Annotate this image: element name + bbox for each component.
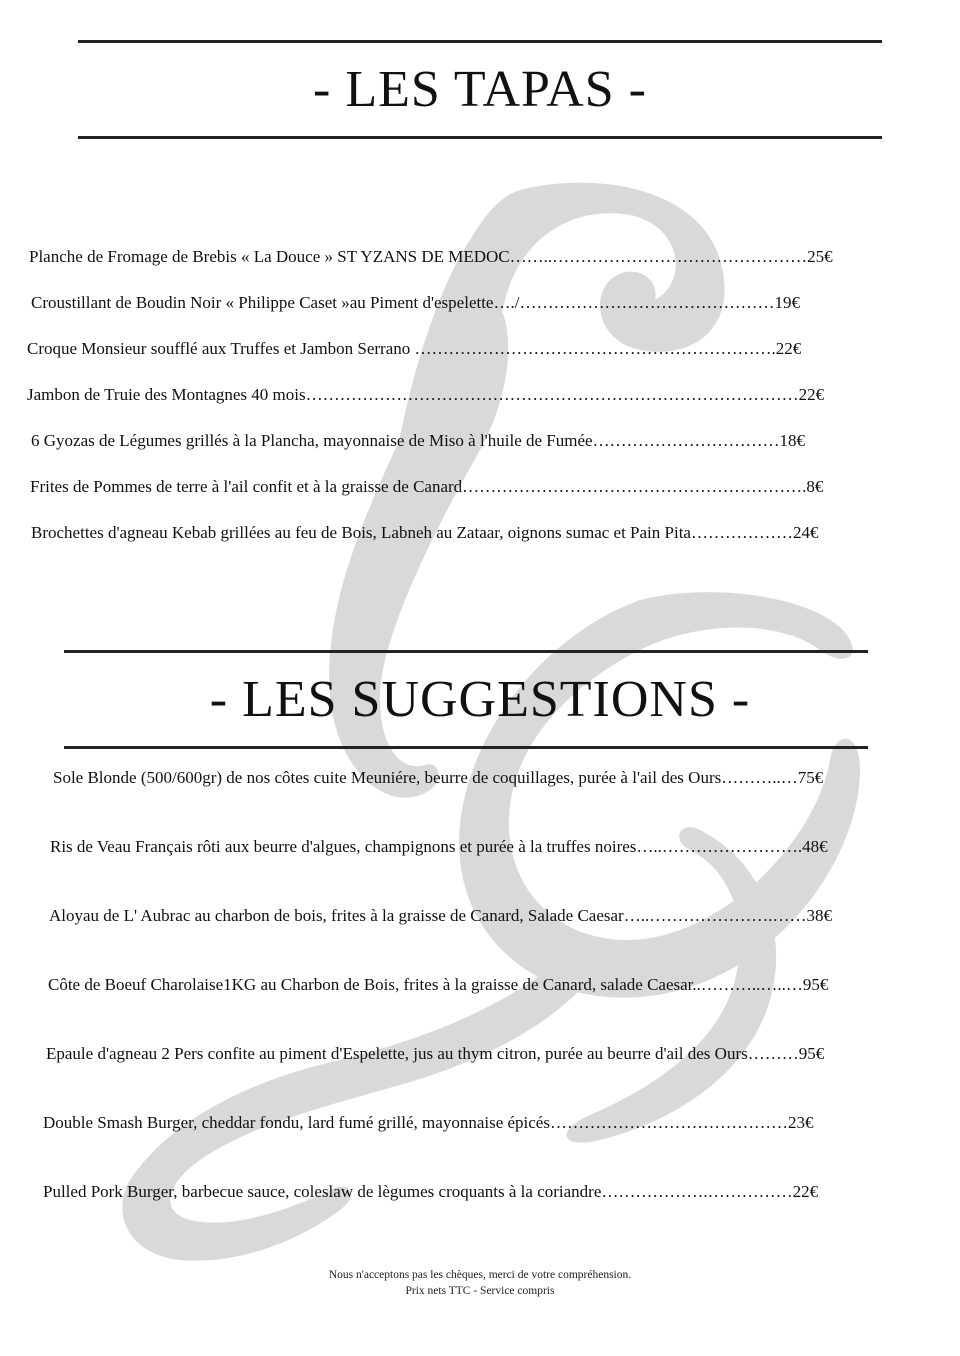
tapas-item: 6 Gyozas de Légumes grillés à la Plancha, mayonnaise de Miso à l'huile de Fumée……………………………18€ [31,431,806,450]
footer-price-note: Prix nets TTC - Service compris [405,1285,555,1297]
tapas-item: Croustillant de Boudin Noir « Philippe Caset »au Piment d'espelette…./………………………………………19€ [31,293,800,312]
suggestion-item: Aloyau de L' Aubrac au charbon de bois, frites à la graisse de Canard, Salade Caesar…..………………….……38€ [49,906,832,925]
suggestions-title: - LES SUGGESTIONS - [209,671,751,728]
suggestion-item: Double Smash Burger, cheddar fondu, lard fumé grillé, mayonnaise épicés……………………………………23€ [43,1113,814,1132]
suggestion-item: Pulled Pork Burger, barbecue sauce, coleslaw de lègumes croquants à la coriandre……………….……………22€ [43,1182,819,1201]
suggestion-item: Ris de Veau Français rôti aux beurre d'algues, champignons et purée à la truffes noires…..…………………….48€ [50,837,828,856]
tapas-item: Brochettes d'agneau Kebab grillées au feu de Bois, Labneh au Zataar, oignons sumac et Pain Pita………………24€ [31,523,819,542]
tapas-bottom-rule [78,136,882,139]
tapas-item: Croque Monsieur soufflé aux Truffes et Jambon Serrano ……………………………………………………….22€ [27,339,802,358]
tapas-item: Planche de Fromage de Brebis « La Douce » ST YZANS DE MEDOC……..………………………………………25€ [29,247,833,266]
suggestion-item: Sole Blonde (500/600gr) de nos côtes cuite Meuniére, beurre de coquillages, purée à l'ail des Ours………..…75€ [53,768,824,787]
suggestions-bottom-rule [64,746,868,749]
tapas-title: - LES TAPAS - [313,61,647,118]
tapas-top-rule [78,40,882,43]
footer-payment-note: Nous n'acceptons pas les chèques, merci de votre compréhension. [328,1269,632,1281]
tapas-item: Jambon de Truie des Montagnes 40 mois……………………………………………………………………………22€ [27,385,825,404]
tapas-item: Frites de Pommes de terre à l'ail confit et à la graisse de Canard…………………………………………………….8€ [30,477,824,496]
suggestions-top-rule [64,650,868,653]
suggestion-item: Côte de Boeuf Charolaise1KG au Charbon de Bois, frites à la graisse de Canard, salade Caesar..………..…..…95€ [48,975,829,994]
suggestion-item: Epaule d'agneau 2 Pers confite au piment d'Espelette, jus au thym citron, purée au beurre d'ail des Ours………95€ [46,1044,825,1063]
